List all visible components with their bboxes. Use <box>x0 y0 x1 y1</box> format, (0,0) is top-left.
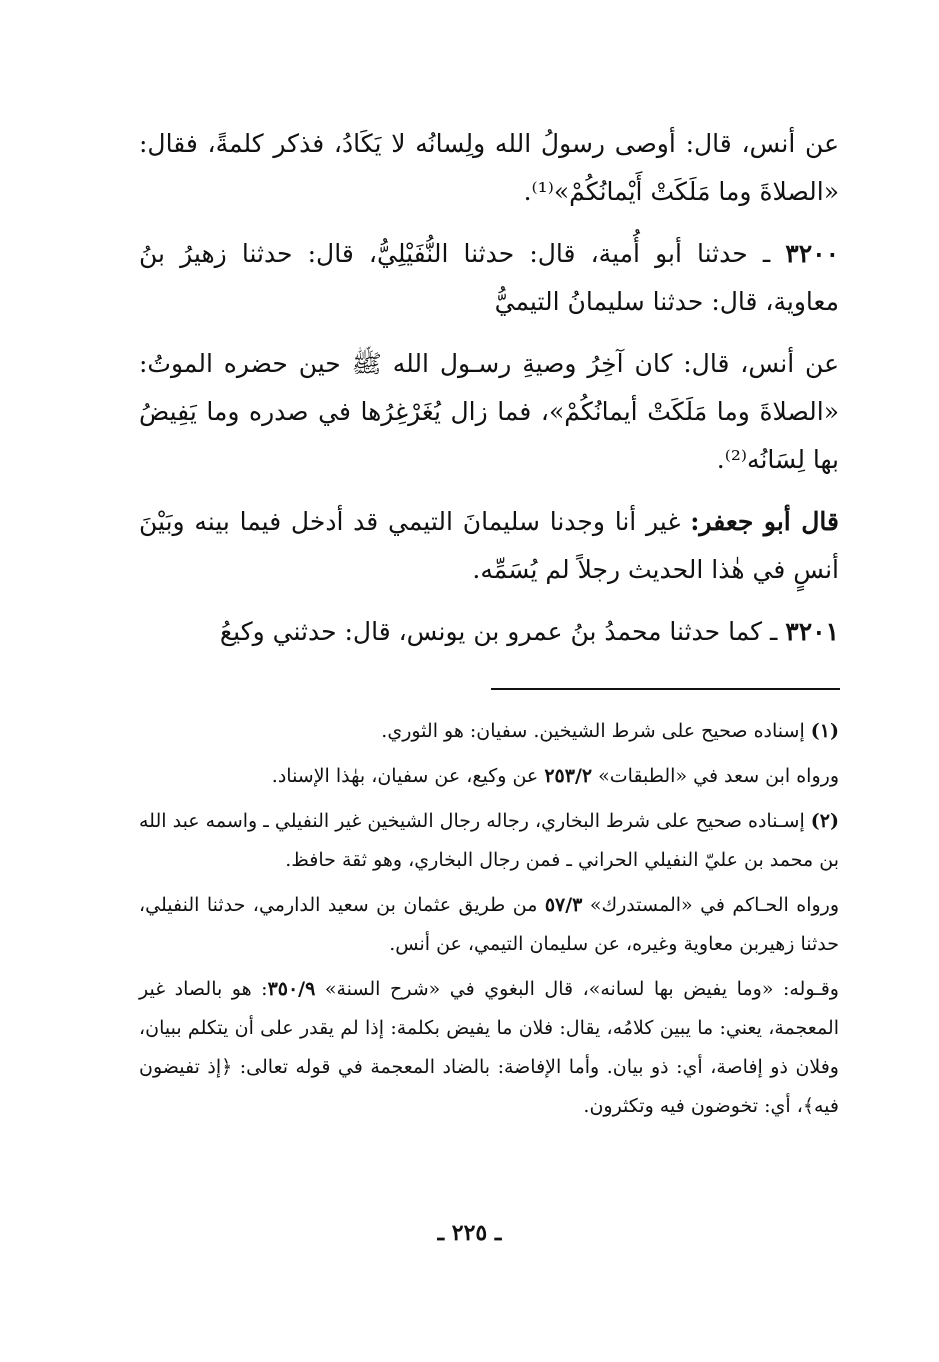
isnad-text: ـ كما حدثنا محمدُ بنُ عمرو بن يونس، قال: حدثني وكيعُ <box>219 617 778 646</box>
footnote-text: إسناده صحيح على شرط الشيخين. سفيان: هو الثوري. <box>381 720 805 742</box>
paragraph-hadith-text-2 <box>139 340 839 484</box>
footnote-1 <box>139 712 839 751</box>
footnote-text: وقـوله: «وما يفيض بها لسانه»، قال البغوي في «شرح السنة» <box>324 978 839 1000</box>
footnote-separator <box>491 688 840 690</box>
footnote-text: ورواه ابن سعد في «الطبقات» <box>598 765 839 787</box>
speaker-label: قال أبو جعفر: <box>690 507 839 536</box>
source-reference: ٥٧/٣ <box>544 894 583 916</box>
footnote-text: عن وكيع، عن سفيان، بهٰذا الإسناد. <box>271 765 539 787</box>
hadith-number: ٣٢٠٠ <box>785 239 839 268</box>
footnote-1-continuation <box>139 757 839 796</box>
footnote-2-commentary <box>139 970 839 1126</box>
page-number: ـ ٢٢٥ ـ <box>437 1220 502 1246</box>
source-reference: ٣٥٠/٩ <box>267 978 316 1000</box>
footnote-text: ورواه الحـاكم في «المستدرك» <box>589 894 840 916</box>
hadith-number: ٣٢٠١ <box>785 617 839 646</box>
isnad-text: ـ حدثنا أبو أُمية، قال: حدثنا النُّفَيْلِيُّ، قال: حدثنا زهيرُ بنُ معاوية، قال: حدثنا سليمانُ التيميُّ <box>139 239 839 316</box>
paragraph-hadith-text <box>139 120 839 216</box>
footnote-2 <box>139 802 839 880</box>
paragraph-abu-jafar <box>139 498 839 594</box>
footnote-2-continuation <box>139 886 839 964</box>
source-reference: ٢٥٣/٢ <box>544 765 593 787</box>
hadith-text: عن أنس، قال: أوصى رسولُ الله ولِسانُه لا يَكَادُ، فذكر كلمةً، فقال: «الصلاةَ وما مَلَكَتْ أَيْمانُكُمْ»⁽¹⁾. <box>139 129 839 206</box>
commentary-text: غير أنا وجدنا سليمانَ التيمي قد أدخل فيما بينه وبَيْنَ أنسٍ في هٰذا الحديث رجلاً لم يُسَمِّه. <box>139 507 839 584</box>
hadith-text: عن أنس، قال: كان آخِرُ وصيةِ رسـول الله ﷺ حين حضره الموتُ: «الصلاةَ وما مَلَكَتْ أيمانُكُمْ»، فما زال يُغَرْغِرُها في صدره وما يَفِيضُ بها لِسَانُه⁽²⁾. <box>139 349 839 474</box>
footnote-marker: (١) <box>810 720 839 742</box>
main-text <box>139 120 839 670</box>
paragraph-hadith-3200 <box>139 230 839 326</box>
footnotes <box>139 712 839 1132</box>
footnote-text: من طريق عثمان بن سعيد الدارمي، حدثنا النفيلي، حدثنا زهيربن معاوية وغيره، عن سليمان التيمي، عن أنس. <box>139 894 839 955</box>
footnote-marker: (٢) <box>810 810 840 832</box>
footnote-text: إسـناده صحيح على شرط البخاري، رجاله رجال الشيخين غير النفيلي ـ واسمه عبد الله بن محمد بن عليّ النفيلي الحراني ـ فمن رجال البخاري، وهو ثقة حافظ. <box>139 810 839 871</box>
paragraph-hadith-3201 <box>139 608 839 656</box>
footnote-text: : هو بالصاد غير المعجمة، يعني: ما يبين كلامُه، يقال: فلان ما يفيض بكلمة: إذا لم يقدر على أن يتكلم ببيان، وفلان ذو إفاصة، أي: ذو بيان. وأما الإفاضة: بالضاد المعجمة في قوله تعالى: ﴿إذ تفيضون فيه﴾، أي: تخوضون فيه وتكثرون. <box>139 978 839 1117</box>
